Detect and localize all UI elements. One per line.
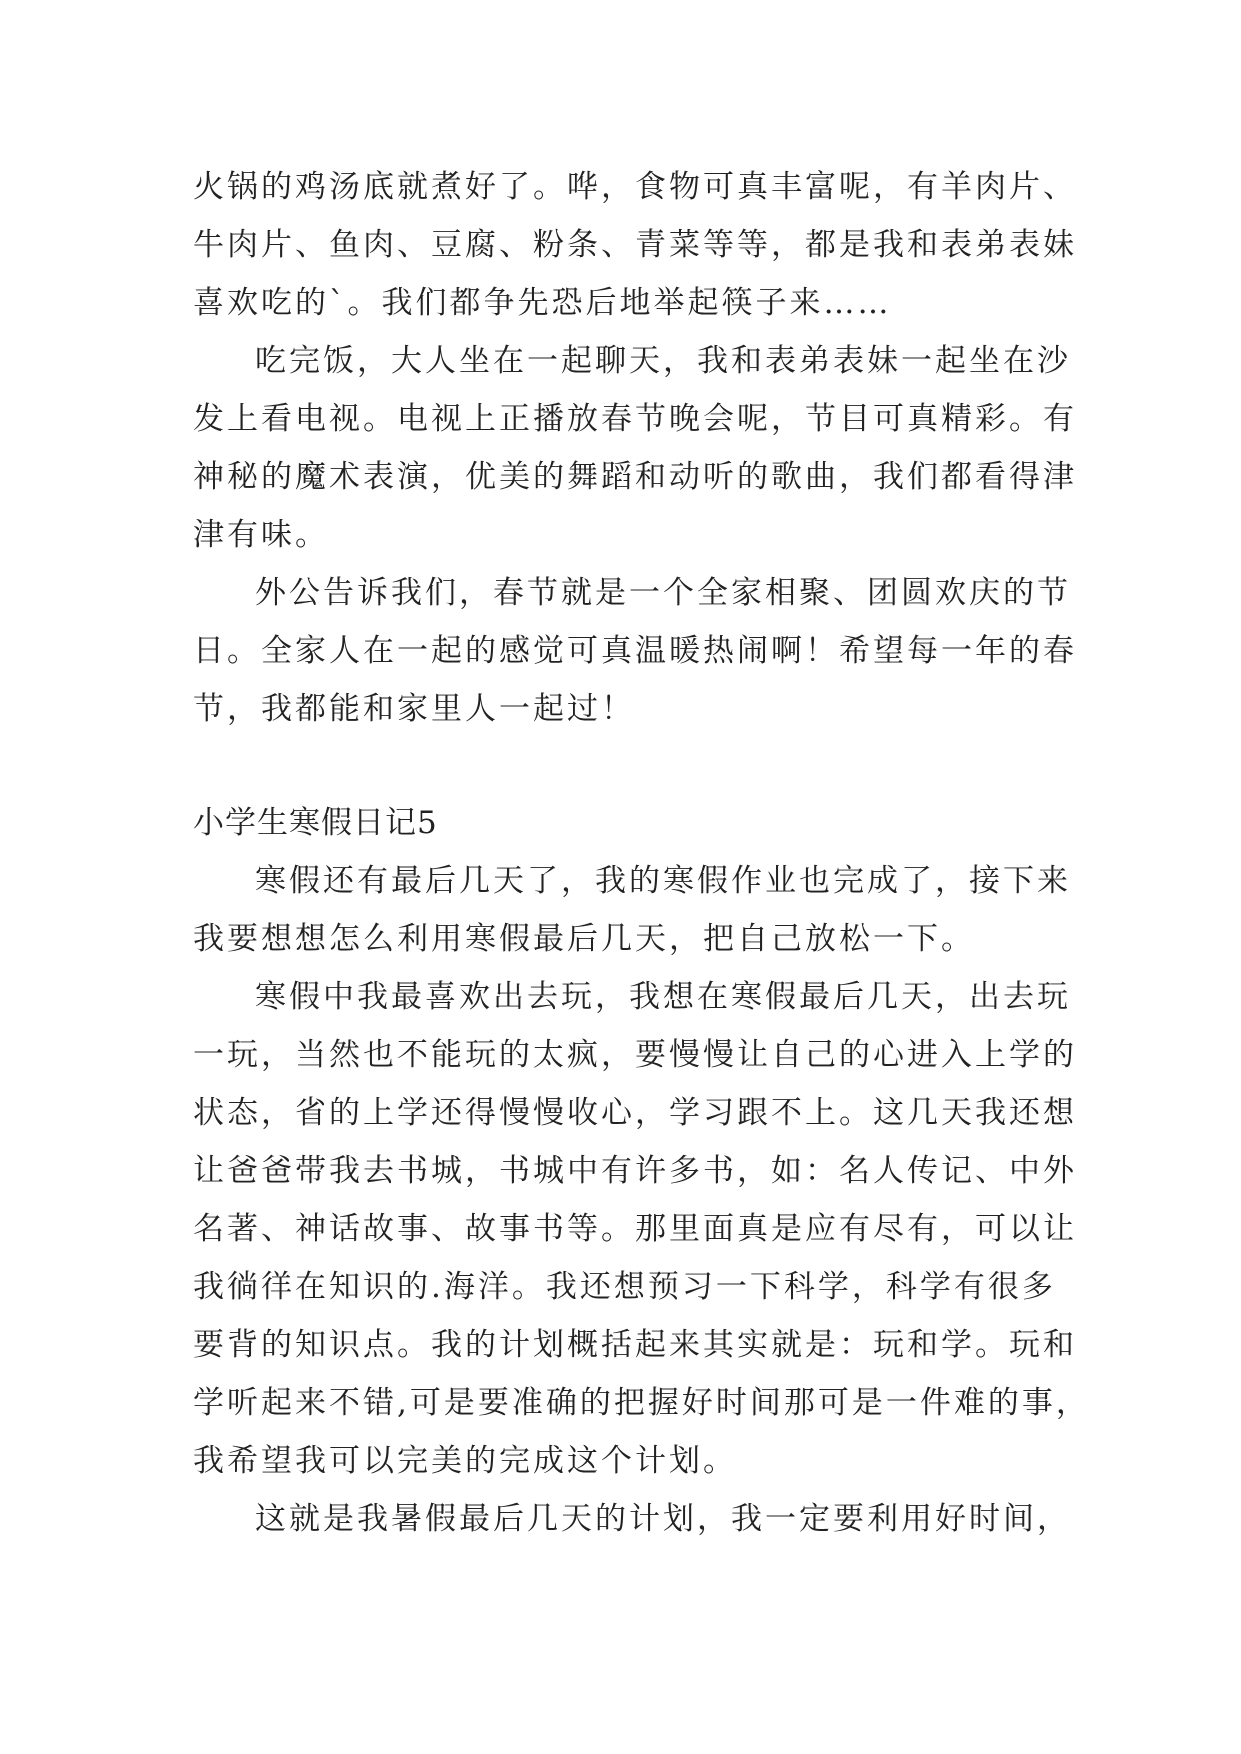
text-line: 神秘的魔术表演，优美的舞蹈和动听的歌曲，我们都看得津 [193, 459, 1077, 495]
text-line: 津有味。 [193, 517, 329, 553]
grandpa-paragraph [193, 564, 1077, 738]
text-line: 日。全家人在一起的感觉可真温暖热闹啊！希望每一年的春 [193, 633, 1077, 669]
text-line: 状态，省的上学还得慢慢收心，学习跟不上。这几天我还想 [193, 1095, 1077, 1131]
tv-paragraph [193, 332, 1077, 564]
text-line: 一玩，当然也不能玩的太疯，要慢慢让自己的心进入上学的 [193, 1037, 1077, 1073]
text-line: 名著、神话故事、故事书等。那里面真是应有尽有，可以让 [193, 1211, 1077, 1247]
text-line: 这就是我暑假最后几天的计划，我一定要利用好时间， [255, 1501, 1071, 1537]
text-line: 喜欢吃的`。我们都争先恐后地举起筷子来…… [193, 285, 892, 321]
text-line: 寒假中我最喜欢出去玩，我想在寒假最后几天，出去玩 [255, 979, 1071, 1015]
text-line: 火锅的鸡汤底就煮好了。哗，食物可真丰富呢，有羊肉片、 [193, 169, 1077, 205]
homework-paragraph [193, 852, 1073, 968]
text-line: 学听起来不错,可是要准确的把握好时间那可是一件难的事， [193, 1385, 1090, 1421]
section-heading: 小学生寒假日记5 [193, 805, 438, 841]
text-line: 我希望我可以完美的完成这个计划。 [193, 1443, 737, 1479]
text-line: 牛肉片、鱼肉、豆腐、粉条、青菜等等，都是我和表弟表妹 [193, 227, 1077, 263]
text-line: 吃完饭，大人坐在一起聊天，我和表弟表妹一起坐在沙 [255, 343, 1071, 379]
text-line: 我徜徉在知识的.海洋。我还想预习一下科学，科学有很多 [193, 1269, 1056, 1305]
text-line: 我要想想怎么利用寒假最后几天，把自己放松一下。 [193, 921, 975, 957]
text-line: 发上看电视。电视上正播放春节晚会呢，节目可真精彩。有 [193, 401, 1077, 437]
final-paragraph [193, 1490, 1073, 1548]
text-line: 外公告诉我们，春节就是一个全家相聚、团圆欢庆的节 [255, 575, 1071, 611]
text-line: 让爸爸带我去书城，书城中有许多书，如：名人传记、中外 [193, 1153, 1077, 1189]
text-line: 要背的知识点。我的计划概括起来其实就是：玩和学。玩和 [193, 1327, 1077, 1363]
document-body [193, 158, 1090, 1548]
text-line: 寒假还有最后几天了，我的寒假作业也完成了，接下来 [255, 863, 1071, 899]
text-line: 节，我都能和家里人一起过！ [193, 691, 635, 727]
continuation-paragraph [193, 158, 1077, 332]
section-spacer [193, 738, 1073, 794]
plan-paragraph [193, 968, 1090, 1490]
